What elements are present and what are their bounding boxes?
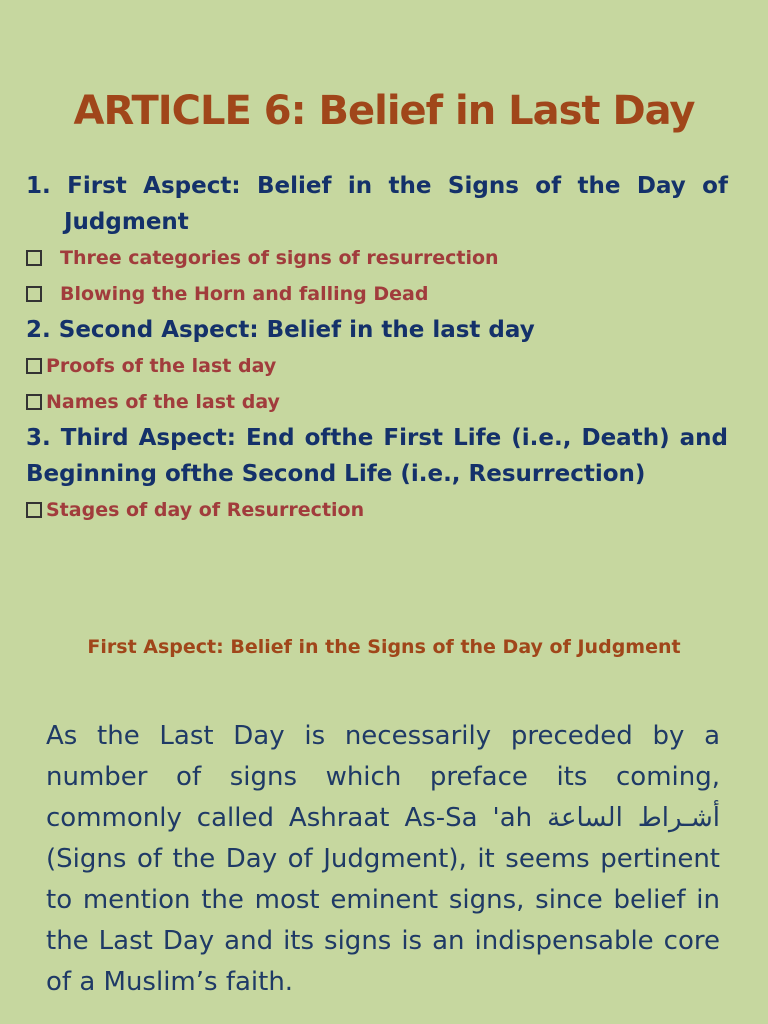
arabic-term: أشـراط الساعة <box>547 803 721 833</box>
paragraph-text-end: (Signs of the Day of Judgment), it seems pertinent to mention the most eminent signs, since belief in the Last Day and its signs is an indispensable core of a Muslim’s faith. <box>46 844 720 997</box>
hollow-square-bullet-icon <box>26 286 42 302</box>
aspect-heading-2: 2. Second Aspect: Belief in the last day <box>26 317 535 343</box>
list-item-label: Three categories of signs of resurrection <box>60 247 499 269</box>
page-title: ARTICLE 6: Belief in Last Day <box>73 88 695 134</box>
list-item <box>26 276 728 312</box>
list-item <box>26 240 728 276</box>
body-paragraph <box>46 716 720 1003</box>
hollow-square-bullet-icon <box>26 358 42 374</box>
paragraph-text-start: As the Last Day is necessarily preceded by a number of signs which preface its coming, commonly called Ashraat As-Sa 'ah <box>46 721 720 833</box>
hollow-square-bullet-icon <box>26 394 42 410</box>
list-item <box>26 384 728 420</box>
list-item-label: Names of the last day <box>46 391 280 413</box>
hollow-square-bullet-icon <box>26 502 42 518</box>
list-item-label: Blowing the Horn and falling Dead <box>60 283 429 305</box>
section-title: First Aspect: Belief in the Signs of the Day of Judgment <box>87 636 681 658</box>
outline-list <box>26 168 728 528</box>
list-item-label: Stages of day of Resurrection <box>46 499 365 521</box>
aspect-heading-3: 3. Third Aspect: End ofthe First Life (i.e., Death) and Beginning ofthe Second Life (i.e., Resurrection) <box>26 425 728 487</box>
list-item-label: Proofs of the last day <box>46 355 277 377</box>
aspect-heading-1: 1. First Aspect: Belief in the Signs of the Day of Judgment <box>26 173 728 235</box>
list-item <box>26 492 728 528</box>
hollow-square-bullet-icon <box>26 250 42 266</box>
list-item <box>26 348 728 384</box>
